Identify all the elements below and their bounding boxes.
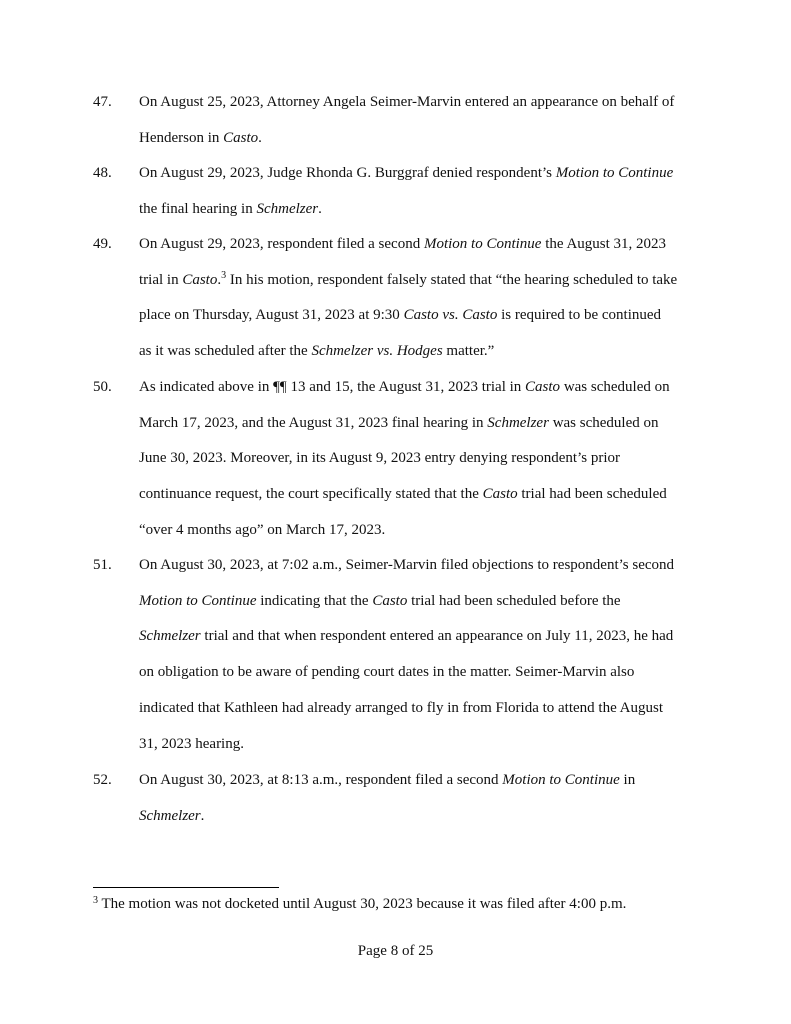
paragraph-line [139,520,385,540]
footnote-separator [93,887,279,888]
text-run: on obligation to be aware of pending court dates in the matter. Seimer-Marvin also [139,664,635,681]
text-run: trial in [139,271,183,288]
paragraph-line [139,234,666,254]
text-run: in [619,772,636,788]
text-run: place on Thursday, August 31, 2023 at 9:30 [139,307,404,324]
paragraph-line [139,92,674,112]
paragraph-line [139,484,667,504]
text-run: . [258,129,262,146]
text-run: was scheduled on [548,414,659,431]
text-run: as it was scheduled after the [139,343,312,360]
paragraph-line [139,626,673,646]
text-run: On August 29, 2023, Judge Rhonda G. Burggraf denied respondent’s [139,165,556,181]
text-run: trial had been scheduled [517,486,667,503]
italic-text: Casto [525,379,561,395]
paragraph-line [139,591,621,611]
italic-text: Casto vs. Casto [403,307,498,324]
paragraph-line [139,662,634,682]
italic-text: Schmelzer vs. Hodges [311,343,443,360]
italic-text: Motion to Continue [423,236,542,252]
footnote-marker: 3 [93,895,98,906]
text-run: On August 30, 2023, at 8:13 a.m., respondent filed a second [139,772,503,788]
text-run: the final hearing in [139,200,257,217]
paragraph-line [139,128,262,148]
text-run: . [318,200,322,217]
text-run: was scheduled on [560,379,670,395]
footnote-reference: 3 [221,269,227,281]
italic-text: Motion to Continue [139,592,257,609]
footnote [93,896,626,913]
page-number: Page 8 of 25 [357,943,434,959]
paragraph-line [139,305,661,325]
text-run: “over 4 months ago” on March 17, 2023. [139,521,386,538]
text-run: is required to be continued [497,307,662,324]
paragraph-number: 49. [93,236,112,252]
text-run: Henderson in [139,129,224,146]
italic-text: Schmelzer [487,414,549,431]
italic-text: Casto [372,592,408,609]
text-run: indicated that Kathleen had already arranged to fly in from Florida to attend the August [139,699,664,716]
italic-text: Schmelzer [139,628,201,645]
paragraph-line [139,734,244,754]
text-run: trial and that when respondent entered an appearance on July 11, 2023, he had [200,628,674,645]
text-run: matter.” [442,343,495,360]
text-run: On August 25, 2023, Attorney Angela Seimer-Marvin entered an appearance on behalf of [139,94,675,110]
paragraph-line [139,163,673,183]
text-run: As indicated above in ¶¶ 13 and 15, the August 31, 2023 trial in [139,379,526,395]
paragraph-number: 47. [93,94,112,110]
italic-text: Casto [482,486,518,503]
paragraph-line [139,770,635,790]
italic-text: Schmelzer [256,200,319,217]
paragraph-number: 51. [93,557,112,573]
italic-text: Casto [223,129,259,146]
paragraph-number: 48. [93,165,112,181]
paragraph-line [139,413,659,433]
text-run: March 17, 2023, and the August 31, 2023 final hearing in [139,414,488,431]
paragraph-number: 52. [93,772,112,788]
text-run: 31, 2023 hearing. [139,735,244,752]
paragraph-line [139,377,670,397]
text-run: trial had been scheduled before the [407,592,621,609]
text-run: indicating that the [256,592,373,609]
paragraph-number: 50. [93,379,112,395]
text-run: On August 29, 2023, respondent filed a second [139,236,424,252]
italic-text: Motion to Continue [502,772,620,788]
paragraph-line [139,199,322,219]
italic-text: Casto [182,271,218,288]
paragraph-line [139,270,677,290]
text-run: the August 31, 2023 [541,236,667,252]
text-run: June 30, 2023. Moreover, in its August 9, 2023 entry denying respondent’s prior [139,450,621,467]
text-run: In his motion, respondent falsely stated that “the hearing scheduled to take [226,271,678,288]
footnote-text: The motion was not docketed until August 30, 2023 because it was filed after 4:00 p.m. [98,896,627,912]
paragraph-line [139,555,674,575]
paragraph-line [139,806,204,826]
text-run: . [200,807,205,824]
paragraph-line [139,341,494,361]
paragraph-line [139,448,620,468]
text-run: continuance request, the court specifically stated that the [139,486,483,503]
italic-text: Schmelzer [139,807,201,824]
text-run: On August 30, 2023, at 7:02 a.m., Seimer-Marvin filed objections to respondent’s second [139,557,675,573]
italic-text: Motion to Continue [555,165,674,181]
paragraph-line [139,698,663,718]
text-run: . [217,271,222,288]
